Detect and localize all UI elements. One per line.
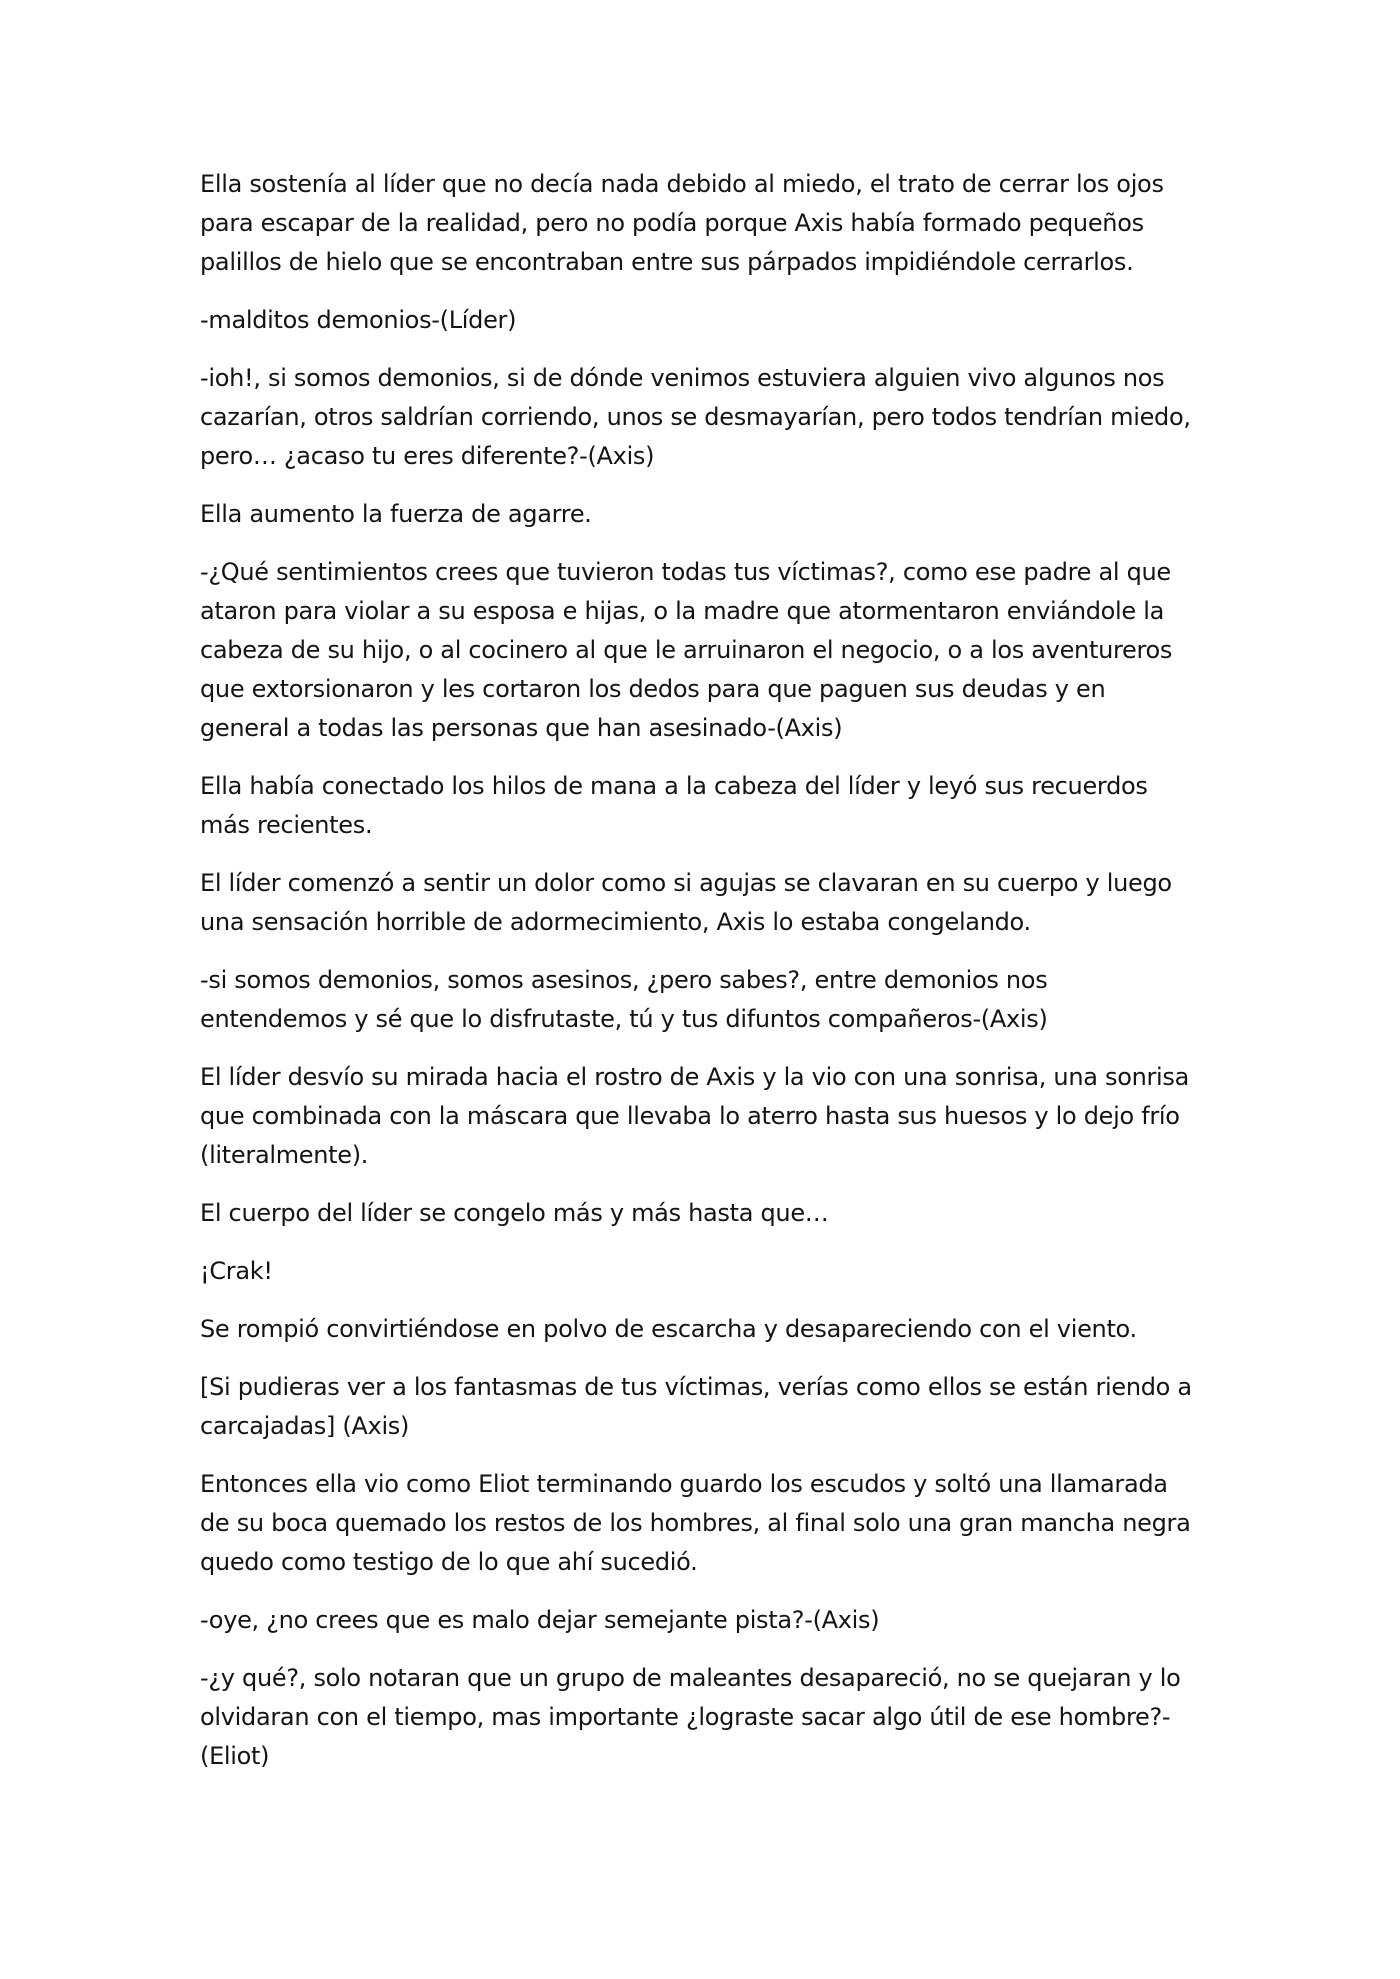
paragraph: ¡Crak! <box>200 1257 273 1285</box>
paragraph: [Si pudieras ver a los fantasmas de tus víctimas, verías como ellos se están riendo a carcajadas] (Axis) <box>200 1373 1192 1440</box>
paragraph: Entonces ella vio como Eliot terminando guardo los escudos y soltó una llamarada de su boca quemado los restos de los hombres, al final solo una gran mancha negra quedo como testigo de lo que ahí sucedió. <box>200 1470 1191 1576</box>
paragraph: El líder desvío su mirada hacia el rostro de Axis y la vio con una sonrisa, una sonrisa que combinada con la máscara que llevaba lo aterro hasta sus huesos y lo dejo frío (literalmente). <box>200 1063 1190 1169</box>
paragraph: -¿y qué?, solo notaran que un grupo de maleantes desapareció, no se quejaran y lo olvidaran con el tiempo, mas importante ¿lograste sacar algo útil de ese hombre?-(Eliot) <box>200 1664 1181 1770</box>
paragraph: Ella había conectado los hilos de mana a la cabeza del líder y leyó sus recuerdos más recientes. <box>200 772 1148 839</box>
paragraph: -malditos demonios-(Líder) <box>200 306 517 334</box>
document-body <box>200 165 1200 1795</box>
paragraph: Se rompió convirtiéndose en polvo de escarcha y desapareciendo con el viento. <box>200 1315 1137 1343</box>
paragraph: El cuerpo del líder se congelo más y más hasta que… <box>200 1199 829 1227</box>
paragraph: -¿Qué sentimientos crees que tuvieron todas tus víctimas?, como ese padre al que ataron para violar a su esposa e hijas, o la madre que atormentaron enviándole la cabeza de su hijo, o al cocinero al que le arruinaron el negocio, o a los aventureros que extorsionaron y les cortaron los dedos para que paguen sus deudas y en general a todas las personas que han asesinado-(Axis) <box>200 558 1173 742</box>
paragraph: Ella aumento la fuerza de agarre. <box>200 500 592 528</box>
paragraph: Ella sostenía al líder que no decía nada debido al miedo, el trato de cerrar los ojos para escapar de la realidad, pero no podía porque Axis había formado pequeños palillos de hielo que se encontraban entre sus párpados impidiéndole cerrarlos. <box>200 170 1164 276</box>
paragraph: El líder comenzó a sentir un dolor como si agujas se clavaran en su cuerpo y luego una sensación horrible de adormecimiento, Axis lo estaba congelando. <box>200 869 1172 936</box>
paragraph: -ioh!, si somos demonios, si de dónde venimos estuviera alguien vivo algunos nos cazarían, otros saldrían corriendo, unos se desmayarían, pero todos tendrían miedo, pero… ¿acaso tu eres diferente?-(Axis) <box>200 364 1191 470</box>
paragraph: -oye, ¿no crees que es malo dejar semejante pista?-(Axis) <box>200 1606 880 1634</box>
paragraph: -si somos demonios, somos asesinos, ¿pero sabes?, entre demonios nos entendemos y sé que lo disfrutaste, tú y tus difuntos compañeros-(Axis) <box>200 966 1048 1033</box>
